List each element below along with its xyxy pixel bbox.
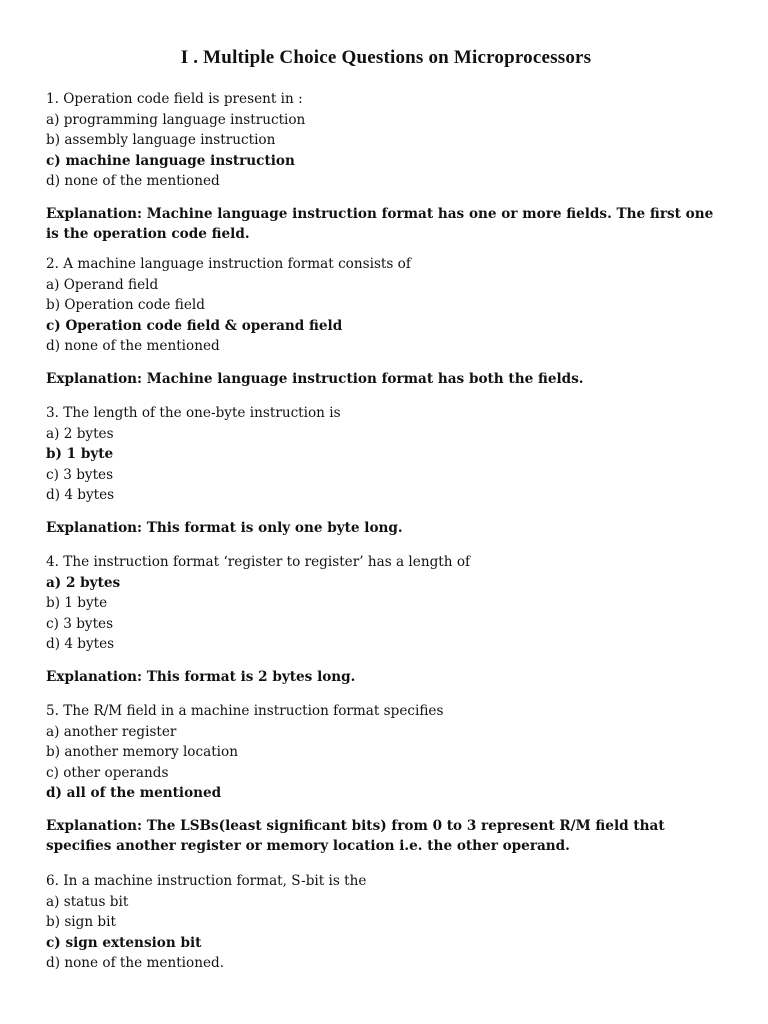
option-d: d) 4 bytes xyxy=(46,487,115,503)
explanation: Explanation: This format is only one byte long. xyxy=(46,519,403,536)
option-c-correct: c) sign extension bit xyxy=(46,934,202,951)
option-d: d) 4 bytes xyxy=(46,636,115,652)
option-b: b) sign bit xyxy=(46,914,116,930)
option-d: d) none of the mentioned. xyxy=(46,955,225,971)
option-c: c) 3 bytes xyxy=(46,466,114,483)
option-a: a) programming language instruction xyxy=(46,111,306,128)
option-b: b) assembly language instruction xyxy=(46,132,276,148)
option-a: a) another register xyxy=(46,723,177,740)
question-stem: 5. The R/M field in a machine instruction format specifies xyxy=(46,703,444,719)
option-a: a) 2 bytes xyxy=(46,425,114,442)
option-b: b) 1 byte xyxy=(46,595,108,611)
option-c-correct: c) machine language instruction xyxy=(46,152,295,169)
option-a: a) status bit xyxy=(46,893,129,910)
question-1 xyxy=(46,89,726,245)
question-4 xyxy=(46,552,726,687)
question-3 xyxy=(46,403,726,538)
option-a: a) Operand field xyxy=(46,276,159,293)
question-6 xyxy=(46,871,726,974)
option-d: d) none of the mentioned xyxy=(46,173,220,189)
option-d: d) none of the mentioned xyxy=(46,338,220,354)
question-stem: 1. Operation code field is present in : xyxy=(46,91,303,107)
option-d-correct: d) all of the mentioned xyxy=(46,785,222,801)
explanation: Explanation: Machine language instruction format has both the fields. xyxy=(46,370,584,387)
page-title: I . Multiple Choice Questions on Microprocessors xyxy=(180,47,592,68)
option-c: c) other operands xyxy=(46,764,169,781)
question-stem: 2. A machine language instruction format consists of xyxy=(46,256,411,272)
option-b-correct: b) 1 byte xyxy=(46,446,114,462)
option-c-correct: c) Operation code field & operand field xyxy=(46,317,343,334)
explanation: Explanation: This format is 2 bytes long. xyxy=(46,668,356,685)
option-a-correct: a) 2 bytes xyxy=(46,574,121,591)
question-stem: 3. The length of the one-byte instruction is xyxy=(46,405,341,421)
option-b: b) another memory location xyxy=(46,744,238,760)
explanation: Explanation: Machine language instruction format has one or more fields. The first one is the operation code field. xyxy=(46,205,714,242)
question-stem: 4. The instruction format ‘register to register’ has a length of xyxy=(46,554,471,570)
option-b: b) Operation code field xyxy=(46,297,205,313)
explanation: Explanation: The LSBs(least significant bits) from 0 to 3 represent R/M field that specifies another register or memory location i.e. the other operand. xyxy=(46,817,665,854)
question-stem: 6. In a machine instruction format, S-bit is the xyxy=(46,873,367,889)
question-5 xyxy=(46,701,726,857)
option-c: c) 3 bytes xyxy=(46,615,114,632)
question-2 xyxy=(46,254,726,389)
